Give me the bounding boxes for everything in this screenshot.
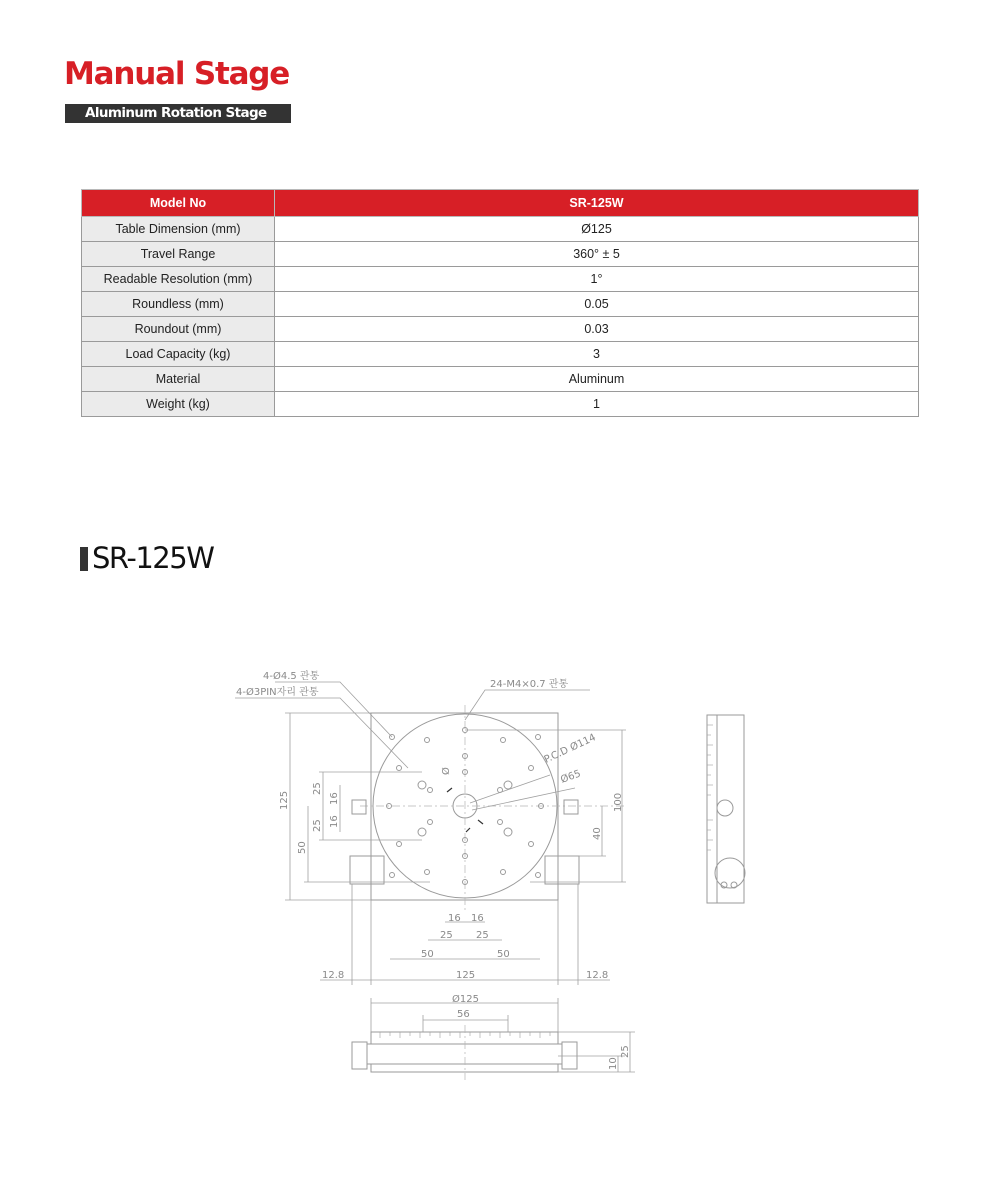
spec-row <box>82 217 919 242</box>
callout-taps: 24-M4×0.7 관통 <box>490 679 569 690</box>
spec-value: Ø125 <box>275 217 919 242</box>
dim-12-8-left: 12.8 <box>322 970 345 981</box>
spec-value: 1° <box>275 267 919 292</box>
tapped-hole <box>428 820 433 825</box>
dim-10-side: 10 <box>608 1057 619 1070</box>
dim-100-right: 100 <box>613 792 624 812</box>
side-clamp <box>715 858 745 888</box>
index-mark <box>447 788 452 792</box>
through-hole <box>418 781 426 789</box>
spec-row <box>82 392 919 417</box>
tapped-hole <box>428 788 433 793</box>
spec-row <box>82 317 919 342</box>
knob-left <box>352 800 366 814</box>
front-view <box>352 993 635 1080</box>
side-view <box>707 715 745 903</box>
tapped-hole <box>425 870 430 875</box>
index-mark <box>466 828 470 832</box>
tapped-hole <box>529 766 534 771</box>
through-hole <box>504 828 512 836</box>
dim-50-b: 50 <box>497 949 510 960</box>
spec-header-label: Model No <box>82 190 275 217</box>
leader-line <box>470 775 550 803</box>
dim-40-right: 40 <box>592 827 603 840</box>
dim-25-a: 25 <box>440 930 453 941</box>
tapped-hole <box>397 766 402 771</box>
dim-25-b: 25 <box>476 930 489 941</box>
spec-label: Travel Range <box>82 242 275 267</box>
spec-value: 0.05 <box>275 292 919 317</box>
spec-table <box>81 189 919 417</box>
clamp-block-left <box>350 856 384 884</box>
dim-50-a: 50 <box>421 949 434 960</box>
spec-value: 3 <box>275 342 919 367</box>
callout-holes: 4-Ø4.5 관통 <box>263 671 320 682</box>
spec-header-value: SR-125W <box>275 190 919 217</box>
dim-56: 56 <box>457 1009 470 1020</box>
front-body <box>367 1044 562 1064</box>
dim-12-8-right: 12.8 <box>586 970 609 981</box>
spec-label: Table Dimension (mm) <box>82 217 275 242</box>
spec-row <box>82 342 919 367</box>
mount-hole <box>536 735 541 740</box>
dim-16-a: 16 <box>448 913 461 924</box>
dim-16-up: 16 <box>329 792 340 805</box>
through-hole <box>504 781 512 789</box>
callout-bore: Ø65 <box>559 768 583 786</box>
spec-label: Roundout (mm) <box>82 317 275 342</box>
dim-16-b: 16 <box>471 913 484 924</box>
tapped-hole <box>501 738 506 743</box>
front-base <box>371 1064 558 1072</box>
mount-hole <box>536 873 541 878</box>
knob-right <box>564 800 578 814</box>
tapped-hole <box>501 870 506 875</box>
spec-value: 360° ± 5 <box>275 242 919 267</box>
front-knob-right <box>562 1042 577 1069</box>
page-subtitle: Aluminum Rotation Stage <box>65 104 291 123</box>
dim-125-left: 125 <box>279 790 290 810</box>
page-title: Manual Stage <box>64 56 290 92</box>
spec-label: Material <box>82 367 275 392</box>
callout-pcd: P.C.D Ø114 <box>542 732 598 766</box>
spec-value: 1 <box>275 392 919 417</box>
mount-hole <box>390 873 395 878</box>
spec-table-header-row <box>82 190 919 217</box>
tapped-hole <box>397 842 402 847</box>
front-knob-left <box>352 1042 367 1069</box>
dim-125-bottom: 125 <box>456 970 476 981</box>
index-mark <box>478 820 483 824</box>
clamp-block-right <box>545 856 579 884</box>
leader-line <box>235 698 408 768</box>
spec-label: Weight (kg) <box>82 392 275 417</box>
leader-line <box>472 788 575 810</box>
dim-16-down: 16 <box>329 815 340 828</box>
spec-label: Load Capacity (kg) <box>82 342 275 367</box>
section-title: SR-125W <box>92 541 214 575</box>
spec-label: Roundless (mm) <box>82 292 275 317</box>
technical-drawing <box>230 660 770 1090</box>
spec-row <box>82 292 919 317</box>
tapped-hole <box>498 820 503 825</box>
side-body-outline <box>707 715 744 903</box>
spec-value: 0.03 <box>275 317 919 342</box>
spec-value: Aluminum <box>275 367 919 392</box>
dim-phi125: Ø125 <box>452 994 479 1005</box>
through-hole <box>418 828 426 836</box>
dim-50-left: 50 <box>297 841 308 854</box>
spec-row <box>82 367 919 392</box>
tapped-hole <box>529 842 534 847</box>
top-view <box>235 669 626 985</box>
dim-25-up: 25 <box>312 782 323 795</box>
spec-row <box>82 242 919 267</box>
callout-pins: 4-Ø3PIN자리 관통 <box>236 687 319 698</box>
tapped-hole <box>425 738 430 743</box>
dim-25-down: 25 <box>312 819 323 832</box>
section-marker-bar <box>80 547 88 571</box>
spec-label: Readable Resolution (mm) <box>82 267 275 292</box>
callout-phi: Ø <box>441 767 452 775</box>
spec-row <box>82 267 919 292</box>
dim-25-side: 25 <box>620 1045 631 1058</box>
side-knob <box>717 800 733 816</box>
side-scale-ticks <box>707 725 713 850</box>
